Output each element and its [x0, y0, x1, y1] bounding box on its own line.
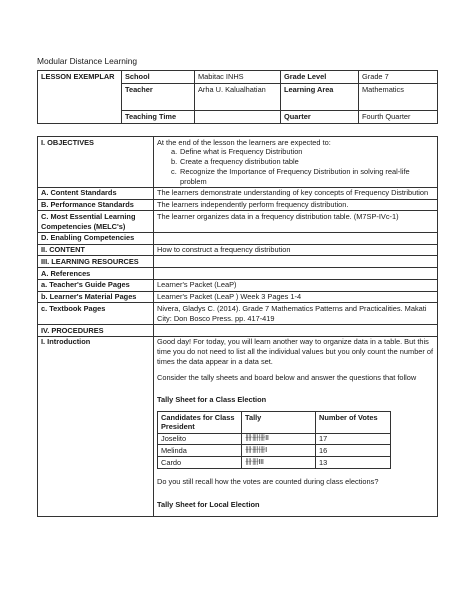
melc-value: The learner organizes data in a frequency distribution table. (M7SP-IVc-1) — [154, 211, 438, 233]
textbook-pages-value: Nivera, Gladys C. (2014). Grade 7 Mathematics Patterns and Practicalities. Makati City: Don Bosco Press. pp. 417-419 — [154, 303, 438, 325]
tally-marks: 卌卌卌I — [242, 445, 316, 457]
tally-row — [158, 457, 391, 469]
learning-area-value: Mathematics — [359, 84, 438, 111]
tally-header: Tally — [242, 412, 316, 434]
candidate-name: Melinda — [158, 445, 242, 457]
lesson-header-table — [37, 70, 438, 124]
candidate-name: Joselito — [158, 433, 242, 445]
objective-marker: b. — [171, 157, 178, 167]
objectives-label: I. OBJECTIVES — [38, 137, 154, 188]
tally-sheet-title: Tally Sheet for a Class Election — [157, 395, 267, 405]
objective-text: Define what is Frequency Distribution — [180, 147, 303, 157]
content-label: II. CONTENT — [38, 244, 154, 256]
teaching-time-value — [195, 111, 281, 124]
objectives-list — [157, 147, 434, 186]
page-header: Modular Distance Learning — [37, 56, 138, 66]
performance-standards-value: The learners independently perform frequency distribution. — [154, 199, 438, 211]
content-standards-value: The learners demonstrate understanding of key concepts of Frequency Distribution — [154, 187, 438, 199]
grade-level-label: Grade Level — [281, 71, 359, 84]
quarter-value: Fourth Quarter — [359, 111, 438, 124]
learning-resources-value — [154, 256, 438, 268]
objective-item — [157, 157, 434, 167]
tally-header: Candidates for Class President — [158, 412, 242, 434]
objectives-intro: At the end of the lesson the learners are expected to: — [157, 137, 331, 147]
learners-material-value: Learner's Packet (LeaP ) Week 3 Pages 1-4 — [154, 291, 438, 303]
references-label: A. References — [38, 268, 154, 280]
teacher-label: Teacher — [122, 84, 195, 111]
textbook-pages-label: c. Textbook Pages — [38, 303, 154, 325]
procedures-value — [154, 325, 438, 337]
lesson-exemplar-label: LESSON EXEMPLAR — [38, 71, 122, 124]
teachers-guide-label: a. Teacher's Guide Pages — [38, 279, 154, 291]
objective-marker: c. — [171, 166, 177, 176]
school-label: School — [122, 71, 195, 84]
tally-header: Number of Votes — [316, 412, 391, 434]
school-value: Mabitac INHS — [195, 71, 281, 84]
objective-marker: a. — [171, 147, 178, 157]
content-standards-label: A. Content Standards — [38, 187, 154, 199]
content-value: How to construct a frequency distribution — [154, 244, 438, 256]
references-value — [154, 268, 438, 280]
intro-paragraph: Good day! For today, you will learn another way to organize data in a table. But this time you do not need to list all the individual values but you only count the number of times the data appear in a data set. — [157, 337, 434, 366]
grade-level-value: Grade 7 — [359, 71, 438, 84]
lesson-plan-table — [37, 136, 438, 517]
tally-marks: 卌卌III — [242, 457, 316, 469]
quarter-label: Quarter — [281, 111, 359, 124]
learning-resources-label: III. LEARNING RESOURCES — [38, 256, 154, 268]
objective-text: Recognize the Importance of Frequency Distribution in solving real-life problem — [180, 166, 410, 186]
intro-question: Do you still recall how the votes are counted during class elections? — [157, 476, 379, 486]
objectives-cell — [154, 137, 438, 188]
teachers-guide-value: Learner's Packet (LeaP) — [154, 279, 438, 291]
teaching-time-label: Teaching Time — [122, 111, 195, 124]
procedures-label: IV. PROCEDURES — [38, 325, 154, 337]
introduction-cell — [154, 336, 438, 516]
melc-label: C. Most Essential Learning Competencies (MELC's) — [38, 211, 154, 233]
tally-marks: 卌卌卌II — [242, 433, 316, 445]
vote-count: 16 — [316, 445, 391, 457]
learners-material-label: b. Learner's Material Pages — [38, 291, 154, 303]
objective-text: Create a frequency distribution table — [180, 157, 299, 167]
introduction-label: I. Introduction — [38, 336, 154, 516]
learning-area-label: Learning Area — [281, 84, 359, 111]
enabling-competencies-value — [154, 232, 438, 244]
local-election-title: Tally Sheet for Local Election — [157, 499, 260, 509]
tally-row — [158, 445, 391, 457]
tally-row — [158, 433, 391, 445]
tally-table — [157, 411, 391, 469]
performance-standards-label: B. Performance Standards — [38, 199, 154, 211]
intro-instruction: Consider the tally sheets and board below and answer the questions that follow — [157, 372, 417, 382]
objective-item — [157, 147, 434, 157]
vote-count: 13 — [316, 457, 391, 469]
vote-count: 17 — [316, 433, 391, 445]
teacher-value: Arha U. Kalualhatian — [195, 84, 281, 111]
candidate-name: Cardo — [158, 457, 242, 469]
objective-item — [157, 167, 434, 187]
enabling-competencies-label: D. Enabling Competencies — [38, 232, 154, 244]
